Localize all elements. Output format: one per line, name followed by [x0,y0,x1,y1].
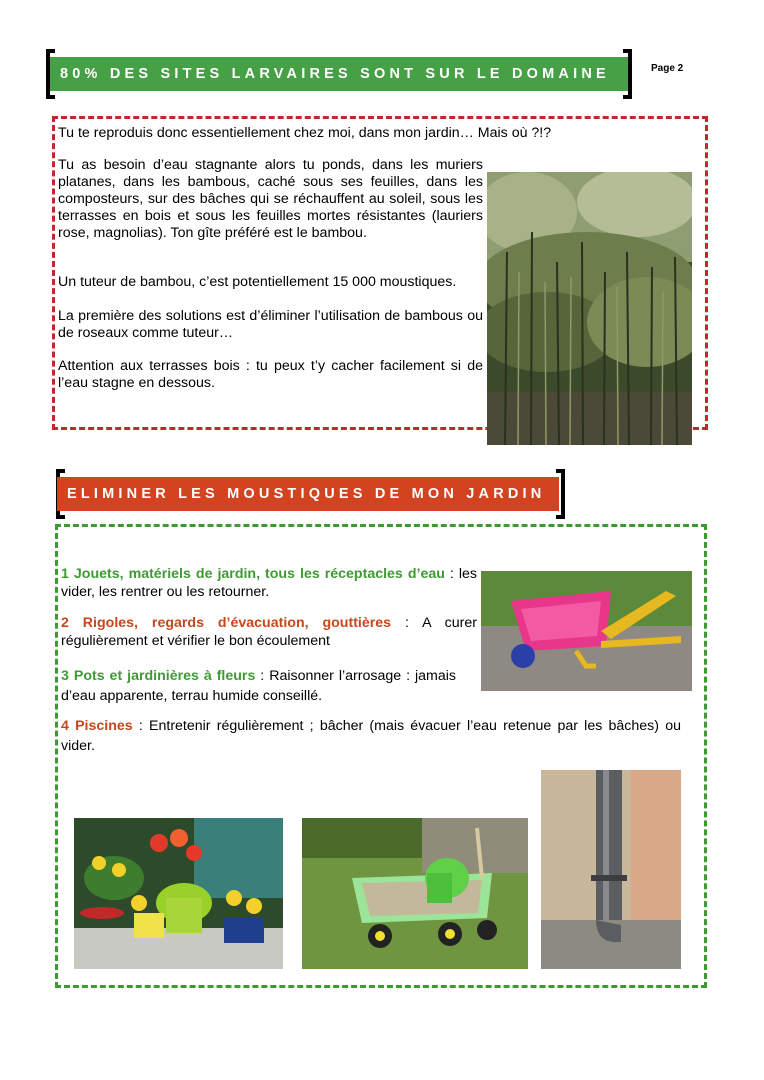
intro-text: Tu te reproduis donc essentiellement chez moi, dans mon jardin… Mais où ?!? [58,125,552,141]
bamboo-stake-paragraph: Un tuteur de bambou, c’est potentiellement 15 000 moustiques. [58,274,457,290]
gutter-downpipe-photo [541,770,681,969]
item-title: 3 Pots et jardinières à fleurs [61,668,256,684]
list-item [61,614,477,650]
item-text: : les vider, les rentrer ou les retourner. [61,566,477,600]
section-banner-eliminate-mosquitoes: ELIMINER LES MOUSTIQUES DE MON JARDIN [57,477,559,511]
item-title: 2 Rigoles, regards d’évacuation, gouttières [61,615,392,631]
item-title: 4 Piscines [61,718,133,734]
banner-bracket-right [556,469,565,519]
list-item [61,565,477,601]
list-item [61,716,681,756]
breeding-sites-paragraph: Tu as besoin d’eau stagnante alors tu ponds, dans les muriers platanes, dans les bambous, caché sous ses feuilles, dans les composteurs, sur des bâches qui se réchauffent au soleil, sous les terrasses en bois et sous les feuilles mortes résistantes (lauriers rose, magnolias). Ton gîte préféré est le bambou. [58,157,483,241]
banner-bracket-right [623,49,632,99]
page-number: Page 2 [651,63,684,74]
item-text: : A curer régulièrement et vérifier le bon écoulement [61,615,477,649]
list-item [61,666,456,706]
item-text: : Entretenir régulièrement ; bâcher (mais évacuer l’eau retenue par les bâches) ou vider. [61,718,681,754]
bamboo-solution-paragraph: La première des solutions est d’éliminer l’utilisation de bambous ou de roseaux comme tuteur… [58,308,483,341]
section-banner-larval-sites: 80% DES SITES LARVAIRES SONT SUR LE DOMAINE [50,57,630,91]
bamboo-photo [487,172,692,445]
garden-cart-photo [302,818,528,969]
wheelbarrow-toy-photo [481,571,692,691]
item-text: : Raisonner l’arrosage : jamais d’eau apparente, terrau humide conseillé. [61,668,456,704]
wood-terrace-paragraph: Attention aux terrasses bois : tu peux t’y cacher facilement si de l’eau stagne en dessous. [58,358,483,391]
flower-pots-photo [74,818,283,969]
item-title: 1 Jouets, matériels de jardin, tous les réceptacles d’eau [61,566,445,582]
